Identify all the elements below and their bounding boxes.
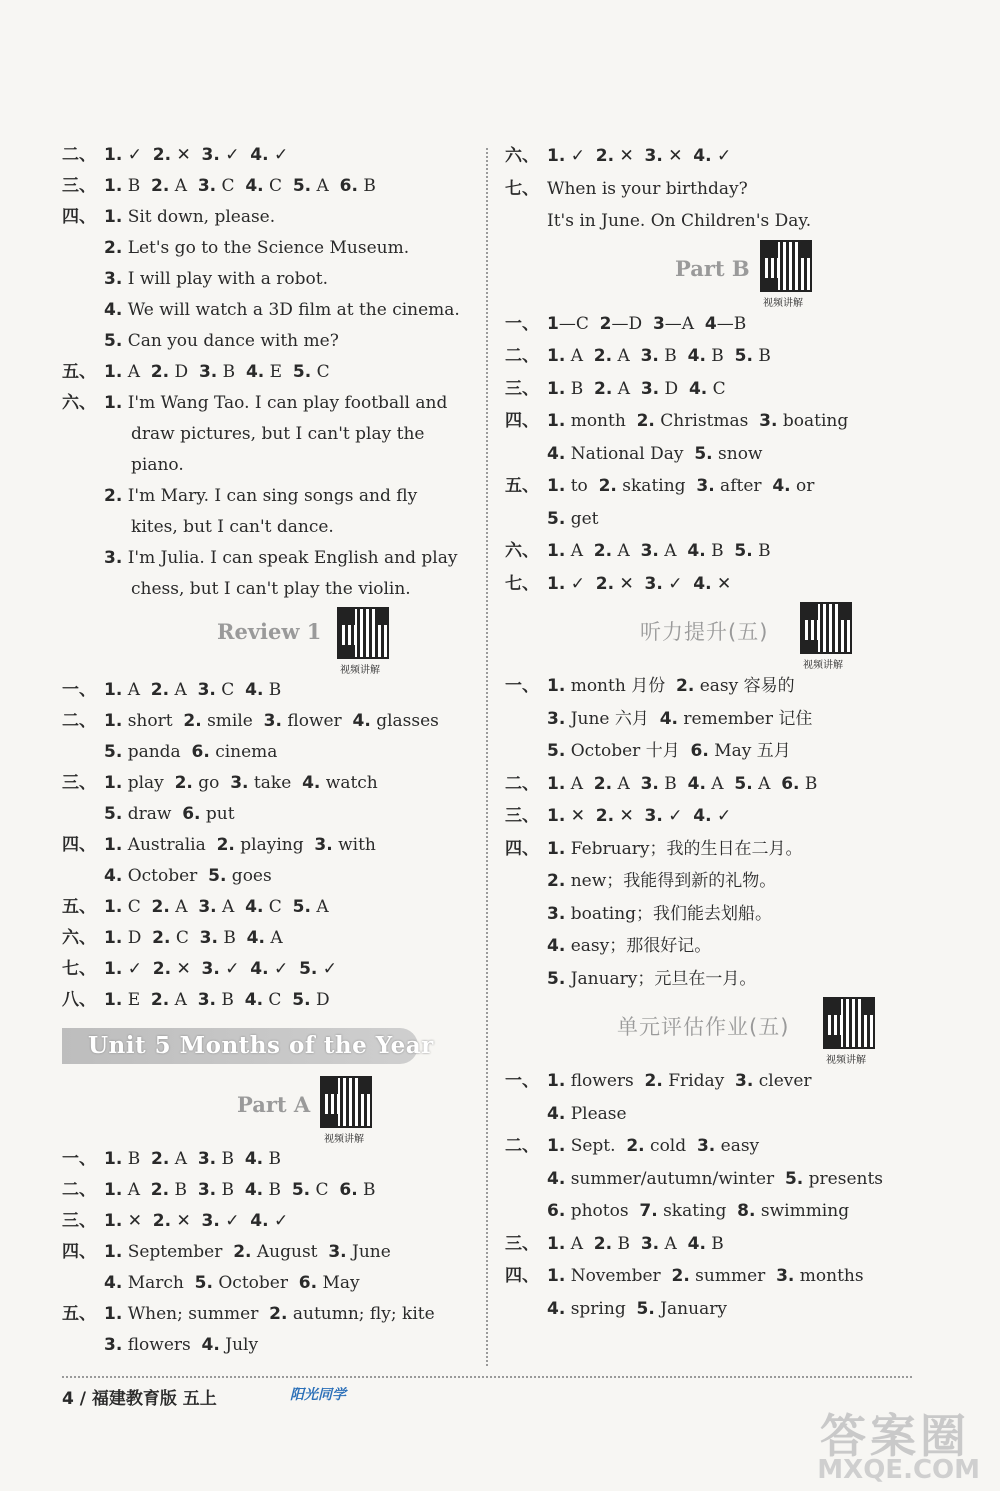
answer-line: [505, 1098, 915, 1131]
answer-line: [505, 205, 915, 238]
qr-code-icon[interactable]: [800, 602, 852, 654]
answer-line: [62, 264, 472, 295]
section-number: 三、: [505, 378, 539, 399]
qr-label: 视频讲解: [803, 660, 843, 671]
part-b-header: [505, 238, 915, 308]
answers-block-c: [505, 670, 915, 995]
qr-code-icon[interactable]: [320, 1076, 372, 1128]
qr-label: 视频讲解: [324, 1134, 364, 1145]
answer-line: [505, 703, 915, 736]
answer-line: [62, 1268, 472, 1299]
answer-line: [505, 930, 915, 963]
answer-text: 4. March 5. October 6. May: [104, 1273, 360, 1293]
answer-text: 1. A 2. D 3. B 4. E 5. C: [104, 362, 330, 382]
answer-line: [62, 202, 472, 233]
answer-text: 5. Can you dance with me?: [104, 331, 339, 351]
answer-text: 1. ✓ 2. ✕ 3. ✓ 4. ✓ 5. ✓: [104, 959, 338, 979]
answer-line: [62, 1299, 472, 1330]
answer-line: [505, 1260, 915, 1293]
answer-line: [505, 503, 915, 536]
answer-text: 1. A 2. A 3. A 4. B 5. B: [547, 541, 771, 561]
answer-text: 1—C 2—D 3—A 4—B: [547, 313, 747, 334]
answer-line: [505, 735, 915, 768]
answer-text: 1. month 2. Christmas 3. boating: [547, 411, 849, 431]
section-number: 四、: [505, 1266, 539, 1286]
review-section-header: [62, 605, 472, 675]
answer-text: 1. A 2. A 3. C 4. B: [104, 680, 282, 700]
answer-line: [505, 833, 915, 866]
answer-line: [62, 140, 472, 171]
answer-text: 2. new；我能得到新的礼物。: [547, 871, 777, 891]
part-a-header: [62, 1074, 472, 1144]
answer-text: chess, but I can't play the violin.: [104, 579, 411, 599]
answer-text: 1. A 2. A 3. B 4. B 5. B: [547, 346, 771, 366]
section-number: 一、: [505, 313, 539, 334]
answer-text: 1. February；我的生日在二月。: [547, 838, 803, 859]
answer-text: 1. A 2. A 3. B 4. A 5. A 6. B: [547, 773, 818, 794]
answer-text: 1. flowers 2. Friday 3. clever: [547, 1071, 812, 1091]
answer-line: [62, 799, 472, 830]
answer-text: 5. panda 6. cinema: [104, 742, 278, 762]
answer-line: [62, 543, 472, 574]
answer-line: [62, 233, 472, 264]
answer-text: 1. When; summer 2. autumn; fly; kite: [104, 1304, 435, 1324]
answer-text: 1. I'm Wang Tao. I can play football and: [104, 393, 448, 413]
section-number: 八、: [62, 990, 96, 1010]
answer-text: 1. Sit down, please.: [104, 207, 276, 227]
answer-text: 3. I will play with a robot.: [104, 269, 328, 289]
section-number: 三、: [62, 773, 96, 793]
answer-text: 1. B 2. A 3. D 4. C: [547, 378, 726, 399]
answer-text: 5. draw 6. put: [104, 804, 235, 824]
answers-block-a: [505, 140, 915, 238]
answer-text: When is your birthday?: [547, 178, 748, 199]
section-number: 四、: [62, 207, 96, 227]
answer-line: [505, 173, 915, 206]
answer-line: [505, 1163, 915, 1196]
watermark-url: MXQE.COM: [817, 1455, 980, 1485]
answer-line: [62, 388, 472, 419]
qr-code-icon[interactable]: [823, 997, 875, 1049]
answer-line: [62, 892, 472, 923]
assessment-heading: 单元评估作业(五): [617, 1015, 790, 1039]
assessment-header: [505, 995, 915, 1065]
answer-line: [505, 308, 915, 341]
section-number: 六、: [505, 541, 539, 561]
answer-line: [62, 171, 472, 202]
section-number: 四、: [505, 838, 539, 859]
answer-text: 1. ✓ 2. ✕ 3. ✓ 4. ✓: [104, 145, 289, 165]
answer-text: 4. National Day 5. snow: [547, 443, 763, 464]
section-number: 七、: [505, 573, 539, 594]
section-number: 三、: [505, 1233, 539, 1254]
answer-line: [505, 1195, 915, 1228]
answer-line: [505, 898, 915, 931]
answer-line: [505, 865, 915, 898]
answer-line: [505, 800, 915, 833]
answer-text: 1. B 2. A 3. B 4. B: [104, 1149, 282, 1169]
answer-text: 4. We will watch a 3D film at the cinema.: [104, 300, 460, 320]
answer-line: [62, 985, 472, 1016]
answer-line: [505, 1065, 915, 1098]
answer-text: 6. photos 7. skating 8. swimming: [547, 1201, 850, 1221]
section-number: 二、: [505, 773, 539, 794]
review-heading: Review 1: [217, 619, 322, 644]
answer-text: 1. ✓ 2. ✕ 3. ✕ 4. ✓: [547, 146, 732, 166]
answer-line: [505, 373, 915, 406]
answer-text: draw pictures, but I can't play the: [104, 424, 425, 444]
answer-text: 5. get: [547, 508, 599, 529]
answer-text: 4. summer/autumn/winter 5. presents: [547, 1168, 884, 1189]
section-number: 二、: [62, 711, 96, 731]
answer-line: [505, 340, 915, 373]
section-number: 二、: [505, 1136, 539, 1156]
brand-logo: 阳光同学: [290, 1387, 346, 1403]
answers-block-c: [62, 1144, 472, 1361]
section-number: 二、: [62, 1180, 96, 1200]
answer-line: [62, 706, 472, 737]
answer-line: [62, 574, 472, 605]
answers-block-a: [62, 140, 472, 605]
qr-code-icon[interactable]: [337, 607, 389, 659]
answer-line: [505, 1293, 915, 1326]
answer-text: 4. easy；那很好记。: [547, 936, 712, 956]
answer-line: [62, 326, 472, 357]
section-number: 二、: [505, 346, 539, 366]
answer-line: [62, 954, 472, 985]
answer-text: piano.: [104, 455, 184, 475]
section-number: 五、: [62, 897, 96, 917]
answer-text: 3. boating；我们能去划船。: [547, 903, 773, 924]
answer-line: [62, 450, 472, 481]
qr-label: 视频讲解: [826, 1055, 866, 1066]
answer-text: 3. June 六月 4. remember 记住: [547, 708, 813, 729]
section-number: 一、: [505, 1071, 539, 1091]
answer-text: 1. November 2. summer 3. months: [547, 1266, 864, 1286]
answer-text: 2. Let's go to the Science Museum.: [104, 238, 410, 258]
answer-line: [62, 512, 472, 543]
answer-line: [505, 768, 915, 801]
section-number: 四、: [62, 1242, 96, 1262]
section-number: 一、: [505, 676, 539, 696]
column-divider: [486, 148, 488, 1366]
answer-line: [62, 1206, 472, 1237]
answer-text: 1. A 2. B 3. B 4. B 5. C 6. B: [104, 1180, 376, 1200]
left-column: [62, 140, 472, 1361]
answer-text: It's in June. On Children's Day.: [547, 211, 812, 231]
section-number: 三、: [62, 1211, 96, 1231]
answer-line: [62, 1330, 472, 1361]
answer-text: 1. E 2. A 3. B 4. C 5. D: [104, 990, 330, 1010]
answer-line: [505, 1228, 915, 1261]
answer-line: [62, 481, 472, 512]
answer-text: 1. C 2. A 3. A 4. C 5. A: [104, 897, 329, 917]
section-number: 三、: [62, 176, 96, 196]
page-footer: 4 / 福建教育版 五上: [62, 1389, 217, 1409]
answer-line: [62, 675, 472, 706]
answer-text: 1. play 2. go 3. take 4. watch: [104, 773, 378, 793]
section-number: 五、: [505, 476, 539, 496]
answer-line: [505, 405, 915, 438]
qr-code-icon[interactable]: [760, 240, 812, 292]
answer-text: 4. Please: [547, 1103, 627, 1124]
section-number: 六、: [505, 146, 539, 166]
answer-text: kites, but I can't dance.: [104, 517, 334, 537]
section-number: 三、: [505, 806, 539, 826]
answer-line: [62, 830, 472, 861]
answer-line: [505, 438, 915, 471]
section-number: 一、: [62, 680, 96, 700]
unit-title: Unit 5 Months of the Year: [88, 1032, 434, 1059]
answer-line: [505, 535, 915, 568]
answer-line: [62, 419, 472, 450]
answer-line: [62, 923, 472, 954]
answer-text: 1. B 2. A 3. C 4. C 5. A 6. B: [104, 176, 376, 196]
answer-text: 1. A 2. B 3. A 4. B: [547, 1233, 724, 1254]
answers-block-b: [505, 308, 915, 601]
answer-text: 1. month 月份 2. easy 容易的: [547, 676, 795, 696]
section-number: 四、: [505, 411, 539, 431]
answers-block-b: [62, 675, 472, 1016]
answer-text: 1. to 2. skating 3. after 4. or: [547, 476, 815, 496]
answer-text: 1. D 2. C 3. B 4. A: [104, 928, 283, 948]
unit-banner: [62, 1022, 472, 1070]
section-number: 七、: [505, 178, 539, 199]
answer-text: 1. ✕ 2. ✕ 3. ✓ 4. ✓: [104, 1211, 289, 1231]
answer-text: 1. ✓ 2. ✕ 3. ✓ 4. ✕: [547, 573, 732, 594]
right-column: [505, 140, 915, 1325]
answer-line: [505, 670, 915, 703]
answer-line: [62, 1237, 472, 1268]
answer-line: [62, 768, 472, 799]
answer-line: [505, 470, 915, 503]
answer-line: [505, 568, 915, 601]
section-number: 五、: [62, 362, 96, 382]
answer-line: [62, 295, 472, 326]
qr-label: 视频讲解: [763, 297, 803, 309]
answer-text: 2. I'm Mary. I can sing songs and fly: [104, 486, 418, 506]
footer-divider: [62, 1376, 912, 1378]
answer-line: [505, 140, 915, 173]
section-number: 四、: [62, 835, 96, 855]
answer-line: [62, 357, 472, 388]
answer-text: 1. Sept. 2. cold 3. easy: [547, 1136, 760, 1156]
answer-text: 4. spring 5. January: [547, 1298, 727, 1319]
answer-line: [62, 1175, 472, 1206]
listening-header: [505, 600, 915, 670]
part-a-heading: Part A: [237, 1092, 311, 1117]
answers-block-d: [505, 1065, 915, 1325]
answer-line: [62, 737, 472, 768]
section-number: 七、: [62, 959, 96, 979]
listening-heading: 听力提升(五): [640, 620, 769, 644]
answer-text: 1. short 2. smile 3. flower 4. glasses: [104, 711, 439, 731]
watermark-logo: 答案圈: [820, 1409, 970, 1463]
answer-line: [62, 1144, 472, 1175]
answer-text: 3. I'm Julia. I can speak English and play: [104, 548, 458, 568]
part-b-heading: Part B: [675, 255, 750, 281]
answer-text: 1. Australia 2. playing 3. with: [104, 835, 376, 855]
answer-text: 5. October 十月 6. May 五月: [547, 741, 791, 761]
section-number: 二、: [62, 145, 96, 165]
answer-text: 5. January；元旦在一月。: [547, 968, 757, 989]
qr-label: 视频讲解: [340, 665, 380, 676]
answer-text: 4. October 5. goes: [104, 866, 272, 886]
answer-line: [505, 963, 915, 996]
answer-line: [505, 1130, 915, 1163]
section-number: 五、: [62, 1304, 96, 1324]
answer-text: 1. ✕ 2. ✕ 3. ✓ 4. ✓: [547, 806, 732, 826]
answer-text: 3. flowers 4. July: [104, 1335, 259, 1355]
section-number: 一、: [62, 1149, 96, 1169]
answer-text: 1. September 2. August 3. June: [104, 1242, 391, 1262]
section-number: 六、: [62, 928, 96, 948]
answer-line: [62, 861, 472, 892]
section-number: 六、: [62, 393, 96, 413]
